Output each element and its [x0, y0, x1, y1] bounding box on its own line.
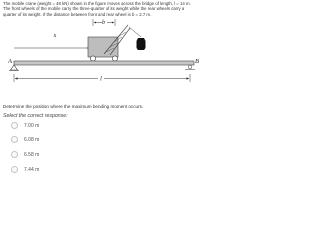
rear-wheel [90, 56, 95, 61]
radio-button[interactable] [11, 151, 18, 158]
front-wheel [112, 56, 117, 61]
crane-bridge-figure [0, 16, 200, 102]
question-instruction: Determine the position where the maximum bending moment occurs. [3, 104, 144, 109]
label-a: A [8, 58, 12, 65]
label-b: b [102, 20, 105, 26]
option-label: 7.00 m [24, 122, 40, 129]
crane-load [137, 38, 146, 50]
radio-button[interactable] [11, 136, 18, 143]
radio-button[interactable] [11, 166, 18, 173]
crane-body [88, 37, 118, 57]
radio-button[interactable] [11, 122, 18, 129]
dimension-l [14, 74, 190, 82]
answer-option-1[interactable] [5, 119, 195, 132]
problem-statement: The mobile crane (weight = 48 kN) shown in the figure moves across the bridge of length, l = 14 m. The front wheels of the mobile carry the three-quarter of its weight while the rear wheels carry a quarter of its weight. If the distance between front and rear wheel is b = 2.7 m. [3, 1, 191, 17]
bridge-deck [14, 61, 194, 65]
answer-option-4[interactable] [5, 163, 195, 176]
dimension-x [14, 47, 90, 49]
option-label: 7.44 m [24, 166, 40, 173]
select-prompt: Select the correct response: [3, 113, 68, 119]
label-x: x [53, 33, 57, 39]
support-b [185, 65, 195, 69]
answer-option-2[interactable] [5, 133, 195, 146]
support-a [11, 65, 18, 70]
option-label: 6.58 m [24, 151, 40, 158]
label-l: l [100, 76, 102, 83]
answer-option-3[interactable] [5, 148, 195, 161]
label-b-support: B [195, 58, 199, 65]
option-label: 6.08 m [24, 136, 40, 143]
